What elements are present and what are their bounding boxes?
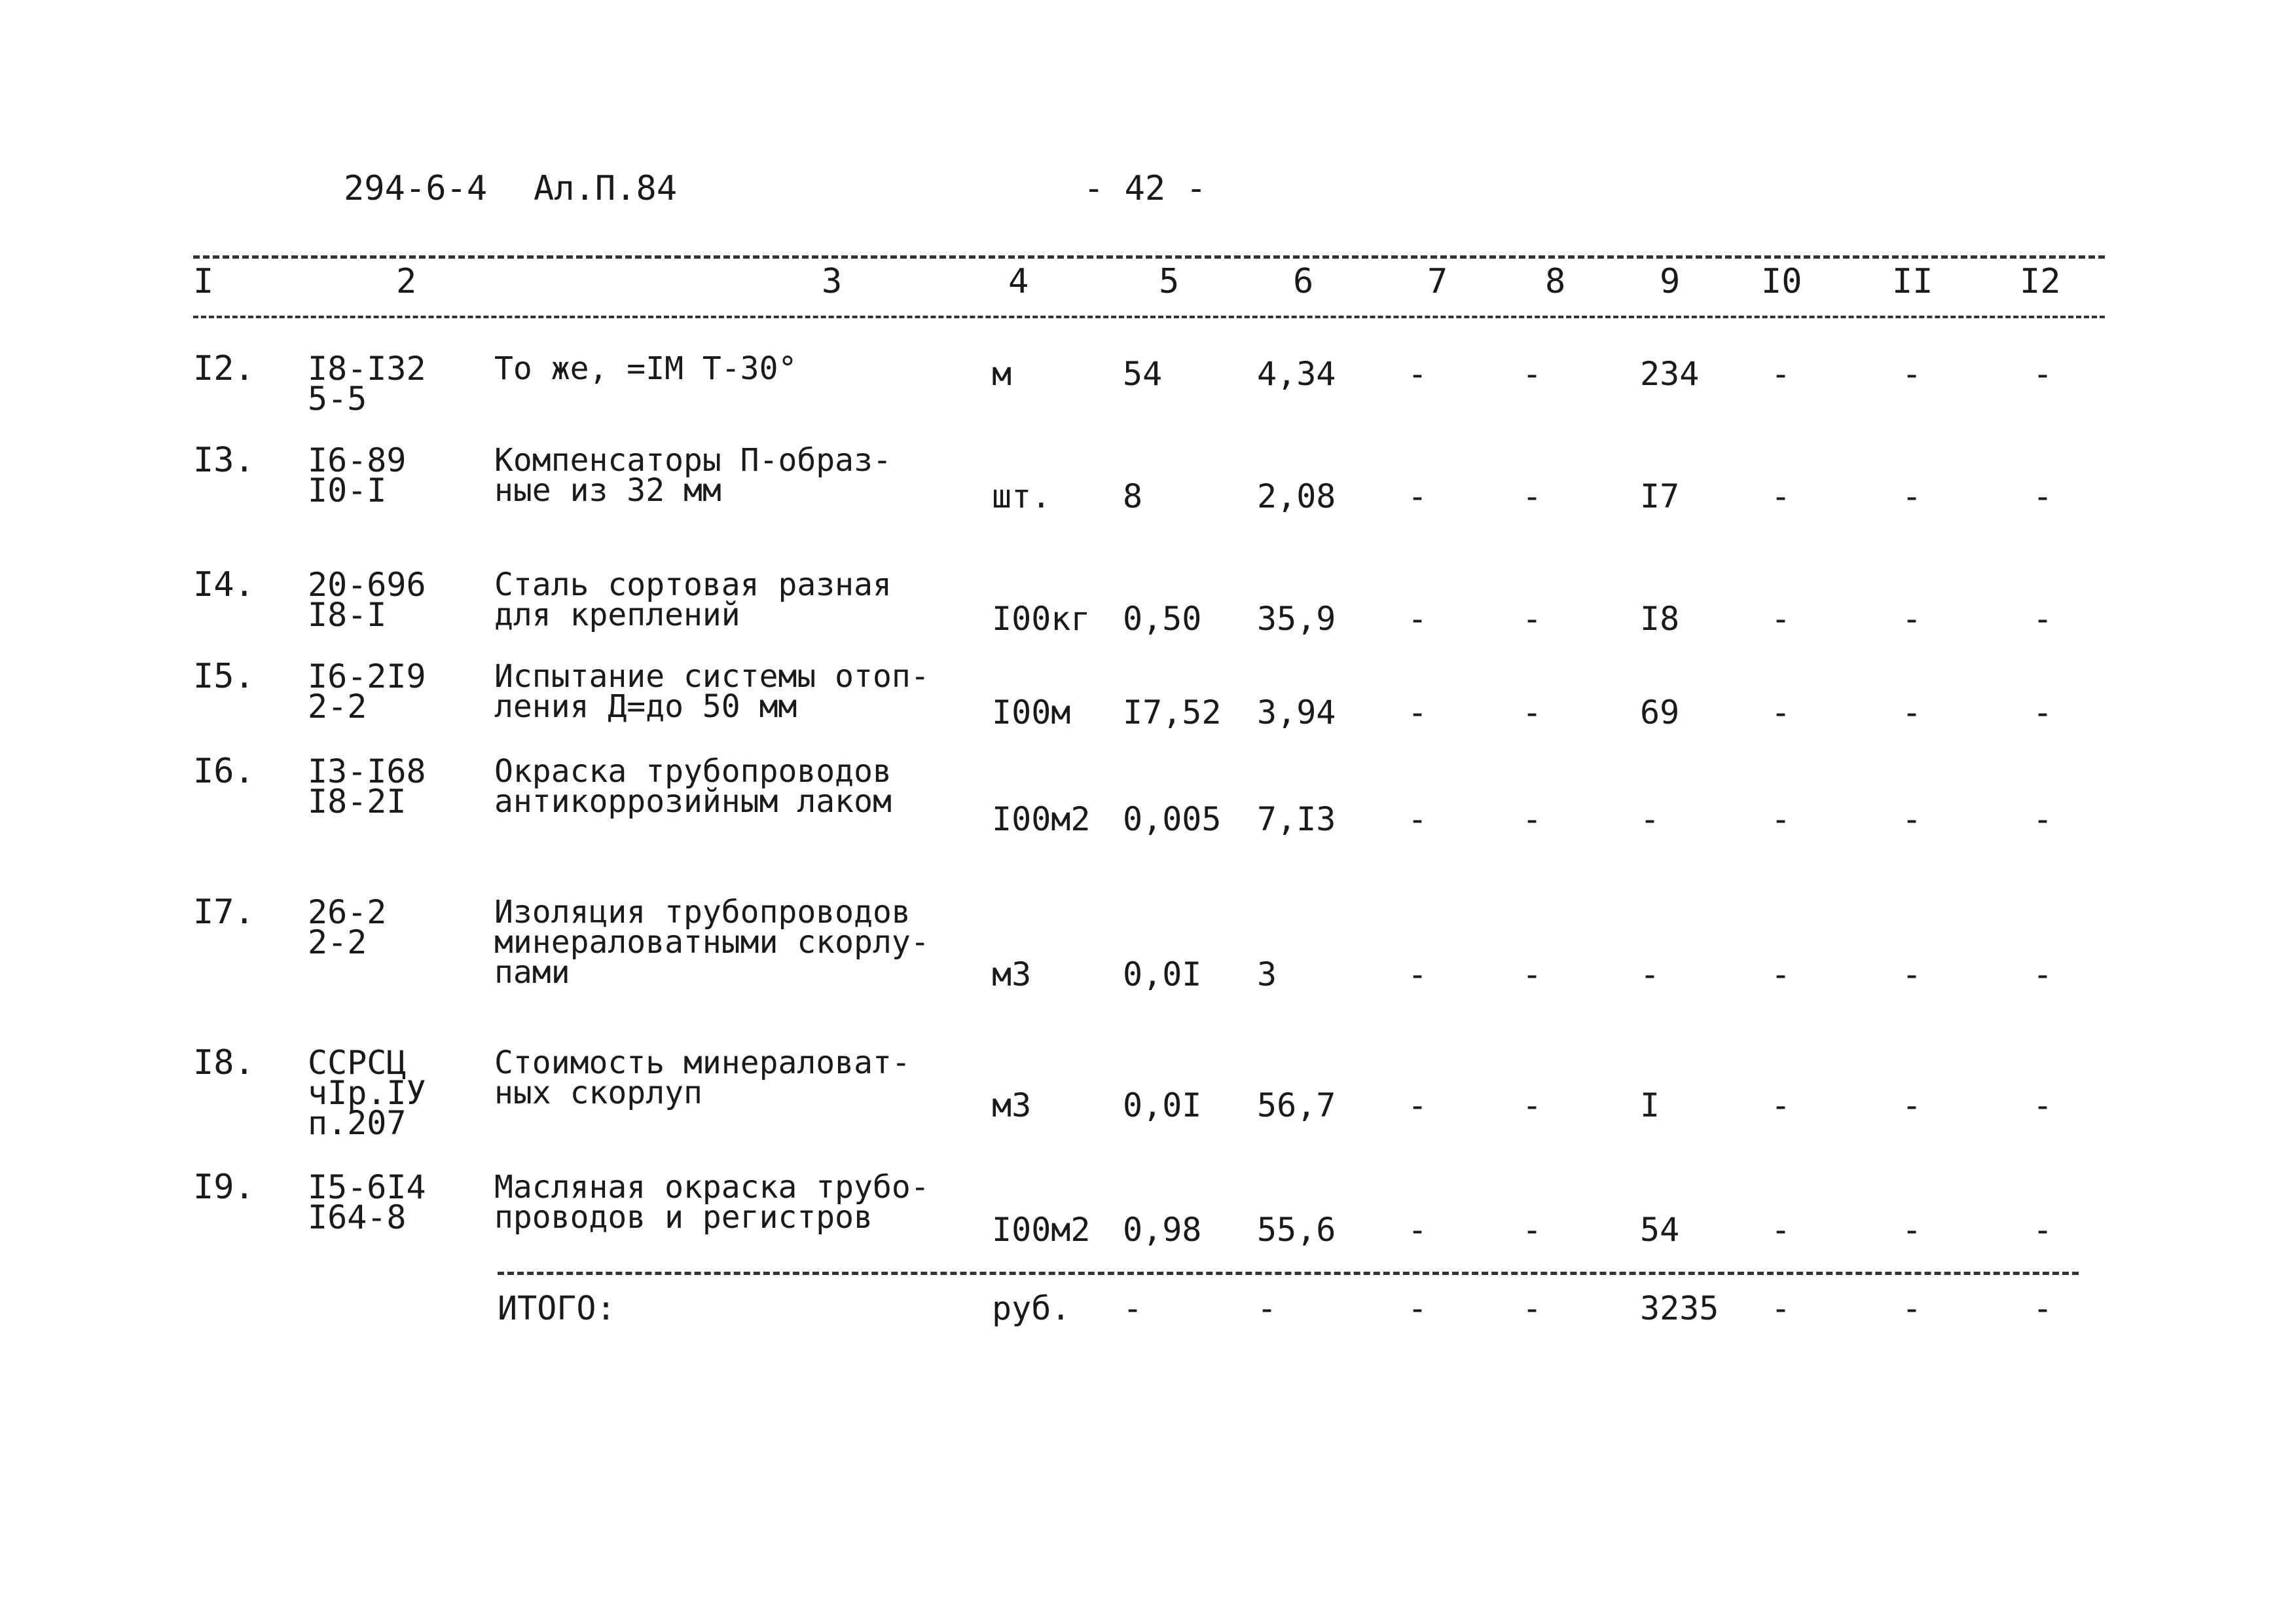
col10-cell: - (1771, 600, 1791, 638)
col12-cell: - (2033, 477, 2053, 515)
col12-cell: - (2033, 355, 2053, 393)
row-number: I3. (193, 441, 255, 480)
column-header: 3 (822, 262, 843, 301)
col7-cell: - (1408, 1086, 1428, 1124)
row-number: I2. (193, 349, 255, 388)
col11-cell: - (1902, 600, 1922, 638)
column-header: 9 (1660, 262, 1681, 301)
total-col12: - (2033, 1289, 2053, 1327)
column-header: 7 (1427, 262, 1448, 301)
unit-cell: I00м (992, 693, 1071, 731)
col8-cell: - (1522, 693, 1542, 731)
col10-cell: - (1771, 693, 1791, 731)
work-description: Масляная окраска трубо- проводов и регистров (494, 1169, 930, 1236)
work-description: Сталь сортовая разная для креплений (494, 566, 892, 633)
total-col7: - (1408, 1289, 1428, 1327)
row-number: I5. (193, 657, 255, 696)
total-rule (498, 1272, 2079, 1275)
column-header: I2 (2020, 262, 2061, 301)
quantity-cell: 54 (1123, 355, 1163, 393)
total-price: - (1257, 1289, 1277, 1327)
unit-cell: м3 (992, 1086, 1032, 1124)
row-number: I7. (193, 893, 255, 932)
col7-cell: - (1408, 355, 1428, 393)
total-cost-cell: 234 (1640, 355, 1700, 393)
header-bottom-rule (193, 316, 2105, 318)
col7-cell: - (1408, 600, 1428, 638)
row-number: I8. (193, 1043, 255, 1082)
column-header: I0 (1761, 262, 1802, 301)
col10-cell: - (1771, 1086, 1791, 1124)
col10-cell: - (1771, 477, 1791, 515)
total-col10: - (1771, 1289, 1791, 1327)
unit-price-cell: 3 (1257, 955, 1277, 993)
col7-cell: - (1408, 1211, 1428, 1249)
col8-cell: - (1522, 955, 1542, 993)
unit-cell: шт. (992, 477, 1051, 515)
quantity-cell: 0,005 (1123, 800, 1222, 838)
total-sum: 3235 (1640, 1289, 1719, 1327)
col11-cell: - (1902, 693, 1922, 731)
quantity-cell: I7,52 (1123, 693, 1222, 731)
col7-cell: - (1408, 800, 1428, 838)
rate-code: I3-I68 I8-2I (308, 752, 426, 821)
col10-cell: - (1771, 800, 1791, 838)
total-cost-cell: - (1640, 800, 1660, 838)
column-header: 6 (1293, 262, 1314, 301)
unit-cell: I00м2 (992, 1211, 1091, 1249)
column-header: 8 (1545, 262, 1566, 301)
total-label: ИТОГО: (498, 1289, 616, 1327)
row-number: I9. (193, 1168, 255, 1207)
total-cost-cell: I8 (1640, 600, 1680, 638)
rate-code: I6-2I9 2-2 (308, 657, 426, 726)
unit-price-cell: 7,I3 (1257, 800, 1336, 838)
page-number: - 42 - (1084, 169, 1207, 208)
col10-cell: - (1771, 1211, 1791, 1249)
rate-code: I5-6I4 I64-8 (308, 1168, 426, 1236)
quantity-cell: 0,0I (1123, 1086, 1202, 1124)
col8-cell: - (1522, 1211, 1542, 1249)
quantity-cell: 0,0I (1123, 955, 1202, 993)
col7-cell: - (1408, 955, 1428, 993)
column-header: 5 (1159, 262, 1180, 301)
total-cost-cell: 69 (1640, 693, 1680, 731)
col11-cell: - (1902, 800, 1922, 838)
unit-cell: м (992, 355, 1012, 393)
work-description: Компенсаторы П-образ- ные из 32 мм (494, 442, 892, 509)
quantity-cell: 8 (1123, 477, 1143, 515)
unit-price-cell: 2,08 (1257, 477, 1336, 515)
album-reference: Ал.П.84 (534, 169, 678, 208)
total-unit: руб. (992, 1289, 1071, 1327)
work-description: Испытание системы отоп- ления Д=до 50 мм (494, 658, 930, 725)
table-top-rule (193, 255, 2105, 259)
col11-cell: - (1902, 1086, 1922, 1124)
row-number: I4. (193, 565, 255, 604)
col7-cell: - (1408, 693, 1428, 731)
column-header: I (193, 262, 214, 301)
col11-cell: - (1902, 1211, 1922, 1249)
rate-code: I6-89 I0-I (308, 441, 407, 509)
rate-code: 26-2 2-2 (308, 893, 387, 961)
total-cost-cell: 54 (1640, 1211, 1680, 1249)
rate-code: ССРСЦ чIр.IУ п.207 (308, 1044, 426, 1142)
unit-price-cell: 3,94 (1257, 693, 1336, 731)
unit-cell: I00м2 (992, 800, 1091, 838)
total-qty: - (1123, 1289, 1143, 1327)
col12-cell: - (2033, 1211, 2053, 1249)
col10-cell: - (1771, 955, 1791, 993)
unit-cell: м3 (992, 955, 1032, 993)
document-code: 294-6-4 (344, 169, 488, 208)
total-col8: - (1522, 1289, 1542, 1327)
col10-cell: - (1771, 355, 1791, 393)
col12-cell: - (2033, 800, 2053, 838)
col12-cell: - (2033, 600, 2053, 638)
work-description: Стоимость минераловат- ных скорлуп (494, 1044, 911, 1111)
quantity-cell: 0,50 (1123, 600, 1202, 638)
rate-code: I8-I32 5-5 (308, 350, 426, 418)
unit-price-cell: 4,34 (1257, 355, 1336, 393)
column-header: II (1892, 262, 1933, 301)
work-description: Изоляция трубопроводов минераловатными скорлу- пами (494, 894, 930, 991)
col8-cell: - (1522, 800, 1542, 838)
unit-cell: I00кг (992, 600, 1091, 638)
col8-cell: - (1522, 355, 1542, 393)
col12-cell: - (2033, 1086, 2053, 1124)
total-col11: - (1902, 1289, 1922, 1327)
column-header: 2 (396, 262, 417, 301)
col11-cell: - (1902, 477, 1922, 515)
quantity-cell: 0,98 (1123, 1211, 1202, 1249)
unit-price-cell: 35,9 (1257, 600, 1336, 638)
unit-price-cell: 55,6 (1257, 1211, 1336, 1249)
col7-cell: - (1408, 477, 1428, 515)
column-header: 4 (1008, 262, 1029, 301)
work-description: То же, =IM Т-30° (494, 350, 797, 387)
work-description: Окраска трубопроводов антикоррозийным лаком (494, 753, 892, 820)
col8-cell: - (1522, 477, 1542, 515)
total-cost-cell: I7 (1640, 477, 1680, 515)
col12-cell: - (2033, 693, 2053, 731)
unit-price-cell: 56,7 (1257, 1086, 1336, 1124)
col12-cell: - (2033, 955, 2053, 993)
col8-cell: - (1522, 600, 1542, 638)
col11-cell: - (1902, 955, 1922, 993)
row-number: I6. (193, 752, 255, 791)
col8-cell: - (1522, 1086, 1542, 1124)
total-cost-cell: I (1640, 1086, 1660, 1124)
col11-cell: - (1902, 355, 1922, 393)
total-cost-cell: - (1640, 955, 1660, 993)
rate-code: 20-696 I8-I (308, 566, 426, 634)
